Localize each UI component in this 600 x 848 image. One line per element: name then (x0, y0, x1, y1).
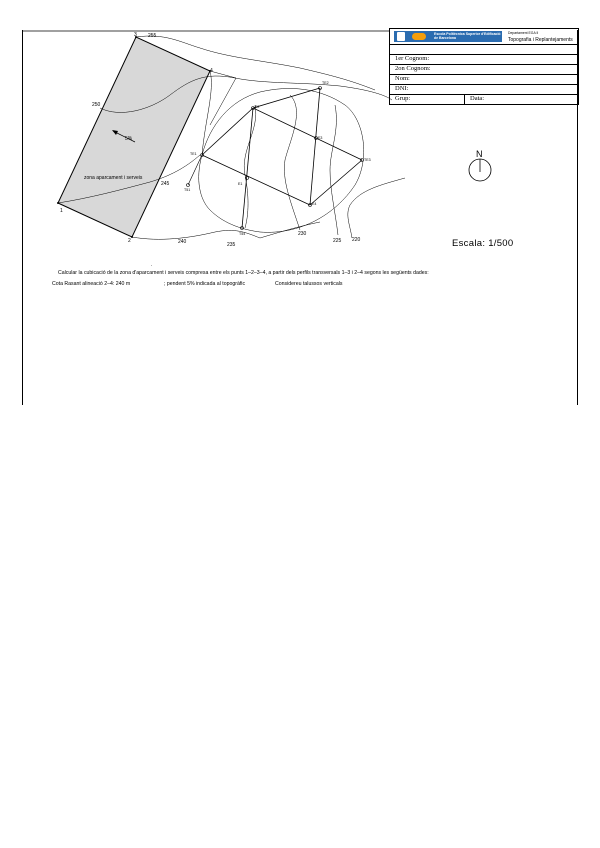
field-label-data: Data: (470, 95, 485, 102)
field-label-cognom2: 2on Cognom: (395, 65, 431, 72)
scale-label: Escala: 1/500 (452, 238, 514, 249)
stray-mark: . (151, 262, 153, 268)
section-e2-te3 (253, 108, 362, 160)
field-row-dni[interactable] (390, 84, 578, 94)
contour-label-235: 235 (227, 242, 236, 248)
station-label-te3: TE3 (364, 158, 371, 162)
point-4-label: 4 (210, 68, 213, 74)
contour-label-240: 240 (178, 239, 187, 245)
point-3-label: 3 (134, 32, 137, 38)
department-name: Departament EGA II (508, 31, 539, 35)
contour-label-220: 220 (352, 237, 361, 243)
school-logo (394, 31, 502, 42)
section-te2-e4 (310, 88, 323, 205)
point-1-marker (57, 202, 59, 204)
station-label-t54: T54 (239, 232, 246, 236)
field-label-dni: DNI: (395, 85, 409, 92)
contour-closed-loop (199, 88, 364, 232)
contour-inner-2 (284, 95, 300, 230)
field-row-cognom2[interactable] (390, 64, 578, 74)
cota-rasant-text: Cota Rasant alineació 2–4: 240 m (52, 281, 131, 287)
title-block (389, 28, 579, 105)
section-te1-t51 (188, 155, 202, 185)
station-label-e1: E1 (238, 182, 243, 186)
field-row-grup[interactable] (390, 94, 578, 104)
point-2-marker (131, 236, 133, 238)
station-label-e4: E4 (312, 202, 317, 206)
section-e4-te3 (310, 160, 362, 205)
instruction-line-2 (52, 280, 343, 288)
station-label-te2: TE2 (322, 81, 329, 85)
section-e2-t54 (242, 108, 253, 228)
station-label-te1: TE1 (190, 152, 197, 156)
considereu-text: Considereu talussos verticals (275, 281, 343, 287)
university-shield-icon (397, 32, 405, 41)
station-label-e2: E2 (255, 105, 260, 109)
zone-label: zona aparcament i serveis (84, 175, 143, 181)
slope-label: 5% (125, 136, 133, 142)
boundary-line-4-top (210, 71, 236, 125)
field-row-cognom1[interactable] (390, 54, 578, 64)
section-e2-te2 (253, 88, 320, 108)
contour-inner-1 (244, 105, 256, 228)
section-te1-e4 (202, 155, 310, 205)
field-label-cognom1: 1er Cognom: (395, 55, 430, 62)
instruction-line-1: Calcular la cubicació de la zona d'aparcament i serveis compresa entre els punts 1–2–3–4, a partir dels perfils transversals 1–3 i 2–4 segons les següents dades: (58, 270, 429, 276)
station-label-e3: E3 (318, 136, 323, 140)
blank-row (390, 44, 578, 54)
field-label-grup: Grup: (395, 95, 411, 102)
parking-zone-area (58, 37, 210, 237)
contour-label-230: 230 (298, 231, 307, 237)
station-label-t51: T51 (184, 188, 191, 192)
section-te1-e2 (202, 108, 253, 155)
contour-220 (348, 178, 405, 238)
point-1-label: 1 (60, 208, 63, 214)
contour-label-245: 245 (161, 181, 170, 187)
contour-label-225: 225 (333, 238, 342, 244)
contour-label-250: 250 (92, 102, 101, 108)
school-mark-icon (412, 33, 426, 40)
pendent-text: ; pendent 5% indicada al topogràfic (164, 281, 246, 287)
subject-name: Topografia i Replantejaments (508, 36, 573, 43)
school-name: Escola Politècnica Superior d'Edificació de Barcelona (434, 32, 501, 40)
contour-225 (330, 105, 338, 235)
field-label-nom: Nom: (395, 75, 410, 82)
grup-data-divider (464, 95, 465, 104)
point-2-label: 2 (128, 238, 131, 244)
header-logo-bar (390, 29, 578, 44)
contour-label-255: 255 (148, 33, 157, 39)
field-row-nom[interactable] (390, 74, 578, 84)
north-label: N (476, 149, 483, 159)
